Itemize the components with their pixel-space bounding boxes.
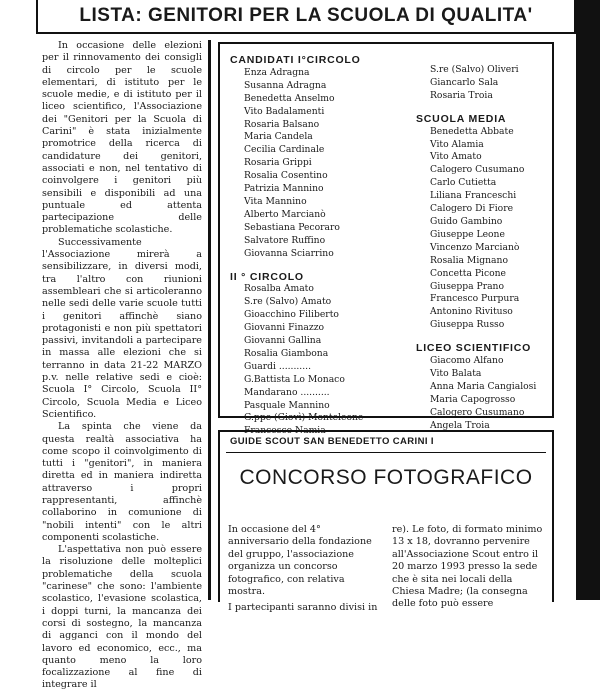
candidate-name: Alberto Marcianò [244, 208, 326, 220]
headline: LISTA: GENITORI PER LA SCUOLA DI QUALITA' [79, 5, 533, 26]
candidate-name: Salvatore Ruffino [244, 234, 326, 246]
candidate-name: Benedetta Abbate [430, 125, 514, 137]
candidate-name: Calogero Cusumano [430, 164, 525, 176]
candidate-name: Vito Alamia [430, 138, 484, 150]
scout-title: CONCORSO FOTOGRAFICO [239, 466, 533, 489]
candidate-name: Gioacchino Filiberto [244, 309, 339, 321]
candidate-name: Vincenzo Marcianò [430, 241, 520, 253]
circolo1-continued-list [416, 64, 536, 103]
candidate-name: Francesco Namia [244, 425, 326, 437]
media-title: SCUOLA MEDIA [416, 112, 507, 125]
candidate-name: Giuseppa Prano [430, 280, 505, 292]
candidate-name: Susanna Adragna [244, 79, 327, 91]
left-article [42, 40, 202, 692]
candidate-name: Liliana Franceschi [430, 190, 517, 202]
column-rule [208, 40, 211, 600]
candidate-name: Francesco Purpura [430, 293, 520, 305]
circolo1-list [230, 67, 363, 261]
candidate-name: Giovanni Gallina [244, 335, 322, 347]
candidate-name: Vito Badalamenti [244, 105, 325, 117]
candidates-box [218, 42, 554, 437]
candidate-name: Calogero Cusumano [430, 406, 525, 418]
candidate-name: G.Battista Lo Monaco [244, 373, 345, 385]
scout-header: GUIDE SCOUT SAN BENEDETTO CARINI I [230, 436, 434, 447]
candidate-name: Rosaria Grippi [244, 157, 312, 169]
candidate-name: Antonino Rivituso [430, 306, 513, 318]
scout-box [218, 430, 554, 614]
article-paragraph: In occasione delle elezioni per il rinnovamento dei consigli di circolo per le scuole elementari, di istituto per le scuole medie, e di istituto per il liceo scientifico, l'Associazione dei "Genitori per la Scuola di Carini" è stata inizialmente promotrice della ricerca di candidature dei genitori, associati e non, nel tentativo di coinvolgere i genitori più sensibili e disponibili ad una puntuale ed attenta partecipazione delle problematiche scolastiche. [42, 40, 202, 236]
candidate-name: Maria Candela [244, 131, 313, 143]
candidate-name: Benedetta Anselmo [244, 92, 335, 104]
scout-rule [226, 452, 546, 453]
circolo2-title: II ° CIRCOLO [230, 270, 304, 283]
headline-box [36, 0, 576, 34]
candidate-name: Patrizia Mannino [244, 183, 324, 195]
candidate-name: Enza Adragna [244, 66, 310, 78]
candidate-name: Rosalia Cosentino [244, 170, 328, 182]
candidate-name: Anna Maria Cangialosi [430, 380, 537, 392]
candidate-name: Giovanni Finazzo [244, 322, 325, 334]
circolo2-list [230, 283, 363, 438]
candidate-name: Giovanna Sciarrino [244, 247, 334, 259]
candidate-name: Concetta Picone [430, 267, 506, 279]
candidate-name: Pasquale Mannino [244, 399, 330, 411]
scan-edge [576, 0, 600, 600]
candidate-name: Vita Mannino [244, 195, 307, 207]
candidate-name: Carlo Cutietta [430, 177, 497, 189]
candidate-name: Vito Balata [430, 367, 482, 379]
liceo-list [416, 355, 536, 432]
scout-paragraph: In occasione del 4° anniversario della fondazione del gruppo, l'associazione organizza un concorso fotografico, con relativa mostra. [228, 524, 372, 598]
article-paragraph: L'aspettativa non può essere la risoluzione delle molteplici problematiche della scuola "carinese" che sono: l'ambiente scolastico, l'evasione scolastica, i doppi turni, la mancanza dei corsi di sostegno, la mancanza di agganci con il mondo del lavoro ed economico, ecc., ma quanto meno la loro focalizzazione al fine di integrare il [42, 544, 202, 691]
candidate-name: Calogero Di Fiore [430, 203, 514, 215]
candidate-name: Cecilia Cardinale [244, 144, 325, 156]
candidate-name: Giacomo Alfano [430, 355, 504, 367]
candidate-name: Sebastiana Pecoraro [244, 221, 340, 233]
candidates-left-column [230, 54, 363, 438]
candidates-right-column [416, 64, 536, 432]
circolo1-title: CANDIDATI I°CIRCOLO [230, 54, 361, 66]
scout-paragraph: I partecipanti saranno divisi in [228, 602, 378, 614]
candidate-name: Vito Amato [430, 151, 482, 163]
liceo-title: LICEO SCIENTIFICO [416, 342, 532, 355]
candidate-name: Rosalia Mignano [430, 254, 508, 266]
candidate-name: Angela Troia [430, 419, 490, 431]
scout-col-right [392, 524, 544, 611]
candidate-name: Rosalba Amato [244, 283, 314, 295]
article-paragraph: Successivamente l'Associazione mirerà a sensibilizzare, in diversi modi, tra l'altro con riunioni assembleari che si articoleranno nelle sedi delle varie scuole tutti i genitori affinchè siano protagonisti e non più spettatori passivi, invitandoli a partecipare in massa alle elezioni che si terranno in data 21-22 MARZO p.v. nelle relative sedi e cioè: Scuola I° Circolo, Scuola II° Circolo, Scuola Media e Liceo Scientifico. [42, 236, 202, 420]
scout-col-left [228, 524, 380, 615]
candidate-name: Giancarlo Sala [430, 76, 499, 88]
scout-paragraph: re). Le foto, di formato minimo 13 x 18, dovranno pervenire all'Associazione Scout entro il 20 marzo 1993 presso la sede che è sita nei locali della Chiesa Madre; (la consegna delle foto può essere [392, 524, 543, 610]
candidate-name: Giuseppe Leone [430, 228, 505, 240]
media-list [416, 126, 536, 333]
candidate-name: Mandarano .......... [244, 386, 330, 398]
candidate-name: Guardi ........... [244, 360, 311, 372]
candidate-name: G.ppe (Giovì) Monteleone [244, 412, 364, 424]
candidate-name: Guido Gambino [430, 215, 503, 227]
candidate-name: Rosalia Giambona [244, 347, 329, 359]
article-paragraph: La spinta che viene da questa realtà associativa ha come scopo il coinvolgimento di tutti i "genitori", in maniera diretta ed in maniera indiretta attraverso i propri rappresentanti, affinchè collaborino in comunione di "nobili intenti" con le altri componenti scolastiche. [42, 421, 202, 543]
candidate-name: Giuseppa Russo [430, 319, 505, 331]
candidate-name: Rosaria Troia [430, 89, 493, 101]
candidate-name: Rosaria Balsano [244, 118, 320, 130]
candidate-name: Maria Capogrosso [430, 393, 516, 405]
candidate-name: S.re (Salvo) Amato [244, 296, 332, 308]
candidate-name: S.re (Salvo) Oliveri [430, 64, 519, 75]
